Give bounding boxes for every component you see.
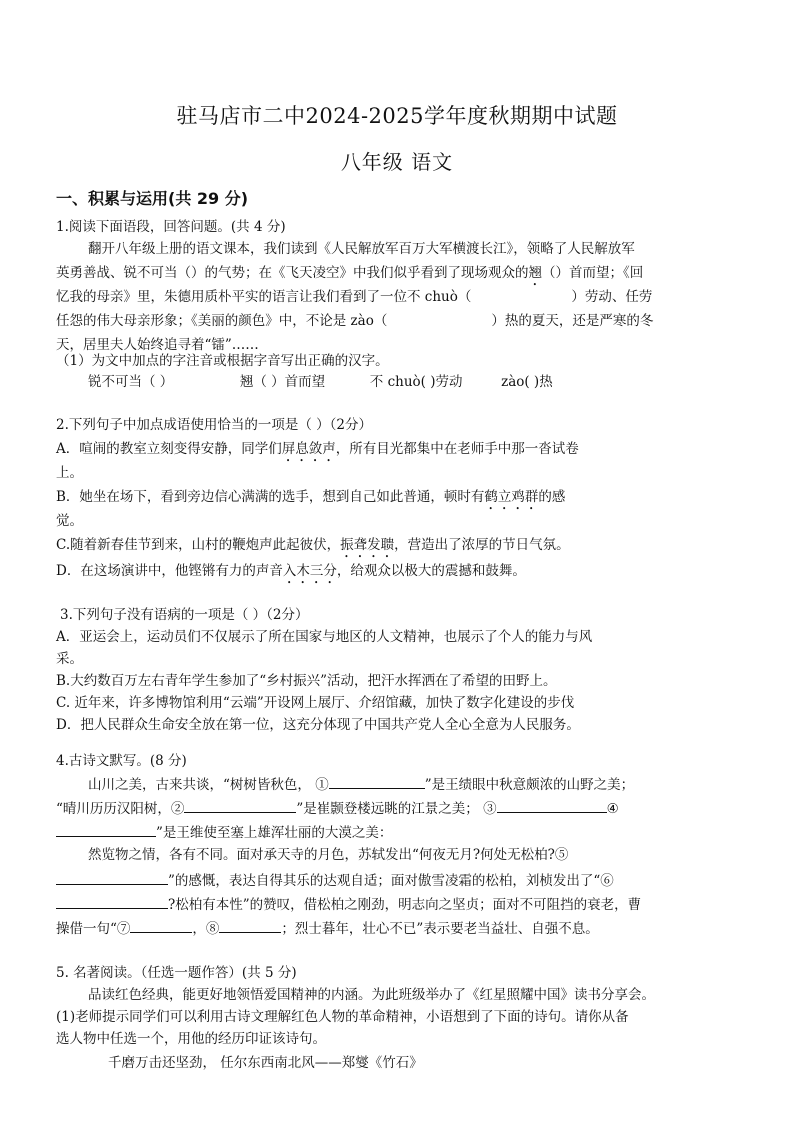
q1-passage-line: 天，居里夫人始终追寻着“镭”…… [56,337,259,353]
answer-blank-8[interactable] [219,918,281,933]
text: ，所有目光都集中在老师手中那一沓试卷 [335,441,579,457]
text: ?松柏有本性”的赞叹，借松柏之刚劲，明志向之坚贞；面对不可阻挡的衰老，曹 [168,897,642,913]
text: 任怨的伟大母亲形象；《美丽的颜色》中，不论是 zào（ [56,313,388,329]
text: 操借一句“⑦ [56,921,131,937]
text: ，给观众以极大的震撼和鼓舞。 [336,563,526,579]
answer-blank-7[interactable] [130,918,192,933]
q5-line: (1)老师提示同学们可以利用古诗文理解红色人物的革命精神，小语想到了下面的诗句。请你从备 [56,1009,629,1025]
q2-option-b-cont: 觉。 [56,513,83,529]
text: ）热的夏天，还是严寒的冬 [491,313,654,329]
q4-line [56,798,619,818]
text: 山川之美，古来共谈，“树树皆秋色， ① [88,777,329,793]
fill-item[interactable]: 翘（ ）首而望 [239,374,326,390]
text: （）首而望；《回 [542,265,644,281]
q5-line: 品读红色经典，能更好地领悟爱国精神的内涵。为此班级举办了《红星照耀中国》读书分享会。 [88,987,655,1003]
q1-heading: 1.阅读下面语段，回答问题。(共 4 分) [56,219,286,235]
q4-line [56,822,392,842]
text: ”的感慨，表达自得其乐的达观自适；面对傲雪凌霜的松柏，刘桢发出了“⑥ [168,873,614,889]
dotted-idiom: 入木三分 [282,563,337,579]
q4-line [56,918,599,938]
answer-blank-5[interactable] [56,870,168,885]
q5-heading: 5. 名著阅读。（任选一题作答）(共 5 分) [56,965,297,981]
answer-blank-1[interactable] [329,774,425,789]
text: ，营造出了浓厚的节日气氛。 [394,537,570,553]
q4-line [56,870,614,890]
dotted-idiom: 振聋发聩 [340,537,395,553]
text: B．她坐在场下，看到旁边信心满满的选手，想到自己如此普通，顿时有 [56,489,485,505]
text: ”是王绩眼中秋意颇浓的山野之美； [424,777,635,793]
q2-option-a-cont: 上。 [56,465,83,481]
q2-option-c [56,536,570,561]
fill-item[interactable]: 锐不可当（ ） [88,374,174,390]
fill-item[interactable]: zào( )热 [501,374,553,390]
answer-blank-3[interactable] [497,798,607,813]
q5-line: 选人物中任选一个，用他的经历印证该诗句。 [56,1031,326,1047]
q1-passage-line: 翻开八年级上册的语文课本，我们读到《人民解放军百万大军横渡长江》，领略了人民解放军 [88,241,635,257]
q2-option-d [56,562,526,587]
dotted-char: 翘 [528,265,542,281]
text: 忆我的母亲》里，朱德用质朴平实的语言让我们看到了一位不 chuò（ [56,289,472,305]
text: C.随着新春佳节到来，山村的鞭炮声此起彼伏， [56,537,341,553]
q4-line [88,774,634,794]
fill-item[interactable]: 不 chuò( )劳动 [369,374,463,390]
dotted-idiom: 鹤立鸡群 [484,489,539,505]
q3-option-c: C. 近年来，许多博物馆利用“云端”开设网上展厅、介绍馆藏，加快了数字化建设的步伐 [56,695,575,711]
q4-line: 然览物之情，各有不同。面对承天寺的月色，苏轼发出“何夜无月?何处无松柏?⑤ [88,847,569,863]
q1-subquestion: （1）为文中加点的字注音或根据字音写出正确的汉字。 [56,353,389,369]
q3-option-a-cont: 采。 [56,651,83,667]
exam-title: 驻马店市二中2024-2025学年度秋期期中试题 [176,104,618,128]
text: ”是崔颢登楼远眺的江景之美； ③ [296,801,497,817]
q4-heading: 4.古诗文默写。(8 分) [56,753,187,769]
q2-option-b [56,488,565,513]
dotted-idiom: 屏息敛声 [281,441,336,457]
text: D．在这场演讲中，他铿锵有力的声音 [56,563,283,579]
text: 英勇善战、锐不可当（）的气势；在《飞天凌空》中我们似乎看到了现场观众的 [56,265,529,281]
q3-option-b: B.大约数百万左右青年学生参加了“乡村振兴”活动，把汗水挥洒在了希望的田野上。 [56,673,557,689]
answer-blank-4[interactable] [56,822,156,837]
text: “晴川历历汉阳树，② [56,801,185,817]
exam-subtitle: 八年级 语文 [340,150,454,174]
q3-option-a: A．亚运会上，运动员们不仅展示了所在国家与地区的人文精神，也展示了个人的能力与风 [56,629,593,645]
text: 的感 [538,489,566,505]
text: ”是王维使至塞上雄浑壮丽的大漠之美： [156,825,393,841]
text: ，⑧ [192,921,220,937]
text: A．喧闹的教室立刻变得安静，同学们 [56,441,282,457]
q4-line [56,894,641,914]
answer-blank-2[interactable] [184,798,296,813]
text: ；烈士暮年，壮心不已”表示要老当益壮、自强不息。 [281,921,599,937]
text: ）劳动、任劳 [571,289,653,305]
text: ④ [606,801,619,817]
q2-option-a [56,440,579,465]
q1-passage-line [56,264,643,289]
q1-passage-line [56,312,653,330]
q1-fill-row [88,373,553,391]
q5-poem: 千磨万击还坚劲， 任尔东西南北风——郑燮《竹石》 [108,1055,423,1071]
section-heading: 一、积累与运用(共 29 分) [56,189,249,208]
q2-heading: 2.下列句子中加点成语使用恰当的一项是（ ）（2分） [56,417,373,433]
q3-heading: 3.下列句子没有语病的一项是（ ）（2分） [60,607,309,623]
answer-blank-6[interactable] [56,894,168,909]
q3-option-d: D．把人民群众生命安全放在第一位，这充分体现了中国共产党人全心全意为人民服务。 [56,717,580,733]
q1-passage-line [56,288,652,306]
